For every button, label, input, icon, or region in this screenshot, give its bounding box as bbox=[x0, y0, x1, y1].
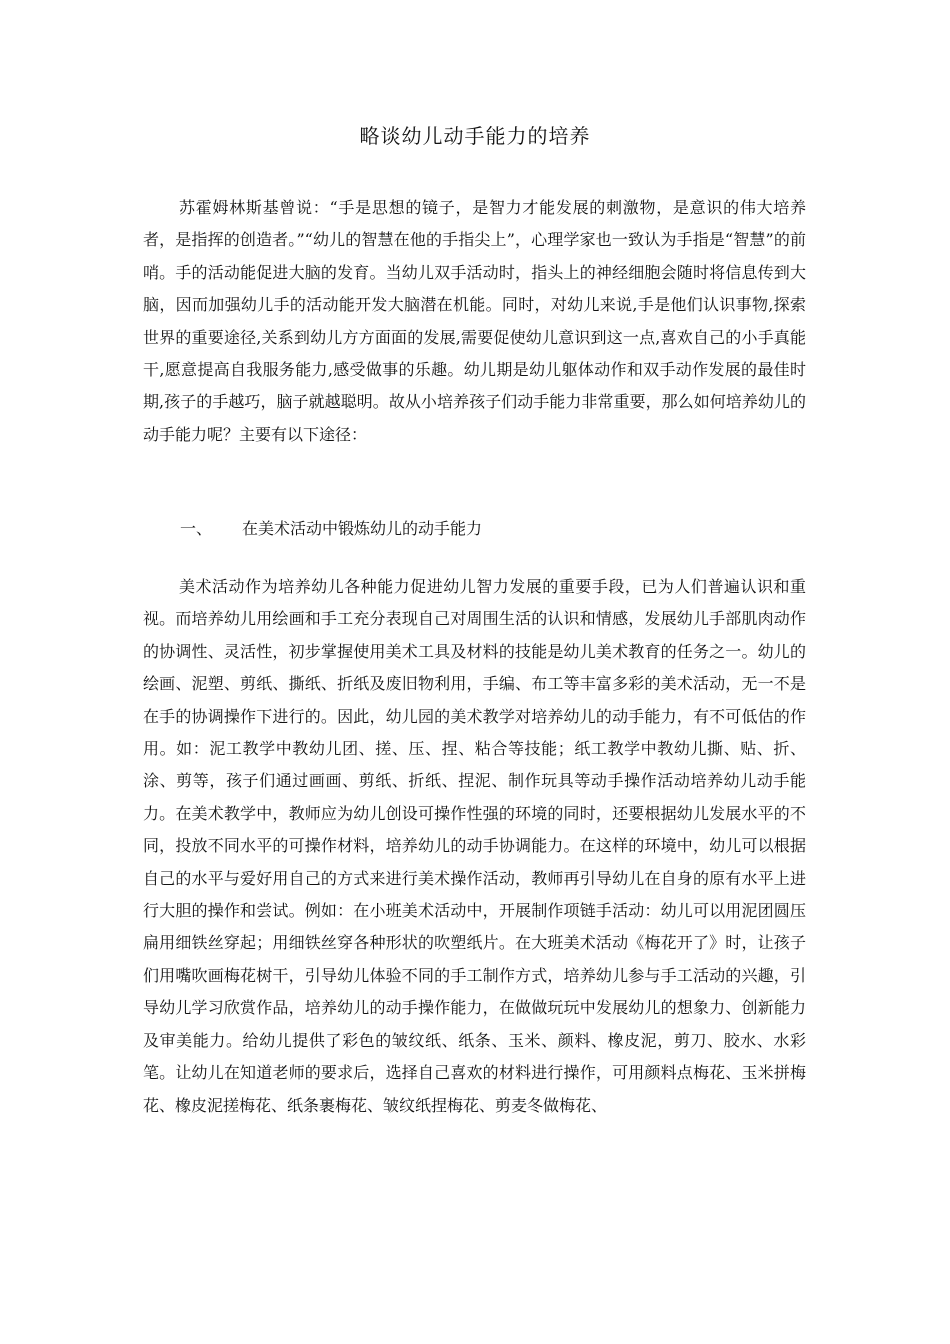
document-title: 略谈幼儿动手能力的培养 bbox=[359, 124, 591, 148]
intro-paragraph: 苏霍姆林斯基曾说：“手是思想的镜子，是智力才能发展的刺激物，是意识的伟大培养者，是指挥的创造者。”“幼儿的智慧在他的手指尖上”，心理学家也一致认为手指是“智慧”的前哨。手的活动能促进大脑的发育。当幼儿双手活动时，指头上的神经细胞会随时将信息传到大脑，因而加强幼儿手的活动能开发大脑潜在机能。同时，对幼儿来说,手是他们认识事物,探索世界的重要途径,关系到幼儿方方面面的发展,需要促使幼儿意识到这一点,喜欢自己的小手真能干,愿意提高自我服务能力,感受做事的乐趣。幼儿期是幼儿躯体动作和双手动作发展的最佳时期,孩子的手越巧，脑子就越聪明。故从小培养孩子们动手能力非常重要，那么如何培养幼儿的动手能力呢？主要有以下途径： bbox=[143, 198, 806, 444]
section-heading bbox=[180, 517, 482, 541]
art-activity-paragraph: 美术活动作为培养幼儿各种能力促进幼儿智力发展的重要手段，已为人们普遍认识和重视。而培养幼儿用绘画和手工充分表现自己对周围生活的认识和情感，发展幼儿手部肌肉动作的协调性、灵活性，初步掌握使用美术工具及材料的技能是幼儿美术教育的任务之一。幼儿的绘画、泥塑、剪纸、撕纸、折纸及废旧物利用，手编、布工等丰富多彩的美术活动，无一不是在手的协调操作下进行的。因此，幼儿园的美术教学对培养幼儿的动手能力，有不可低估的作用。如：泥工教学中教幼儿团、搓、压、捏、粘合等技能；纸工教学中教幼儿撕、贴、折、涂、剪等，孩子们通过画画、剪纸、折纸、捏泥、制作玩具等动手操作活动培养幼儿动手能力。在美术教学中，教师应为幼儿创设可操作性强的环境的同时，还要根据幼儿发展水平的不同，投放不同水平的可操作材料，培养幼儿的动手协调能力。在这样的环境中，幼儿可以根据自己的水平与爱好用自己的方式来进行美术操作活动，教师再引导幼儿在自身的原有水平上进行大胆的操作和尝试。例如：在小班美术活动中，开展制作项链手活动：幼儿可以用泥团圆压扁用细铁丝穿起；用细铁丝穿各种形状的吹塑纸片。在大班美术活动《梅花开了》时，让孩子们用嘴吹画梅花树干，引导幼儿体验不同的手工制作方式，培养幼儿参与手工活动的兴趣，引导幼儿学习欣赏作品，培养幼儿的动手操作能力，在做做玩玩中发展幼儿的想象力、创新能力及审美能力。给幼儿提供了彩色的皱纹纸、纸条、玉米、颜料、橡皮泥，剪刀、胶水、水彩笔。让幼儿在知道老师的要求后，选择自己喜欢的材料进行操作，可用颜料点梅花、玉米拼梅花、橡皮泥搓梅花、纸条裹梅花、皱纹纸捏梅花、剪麦冬做梅花、 bbox=[143, 577, 806, 1115]
section-number: 一、 bbox=[180, 519, 213, 538]
section-heading-text: 在美术活动中锻炼幼儿的动手能力 bbox=[242, 519, 483, 538]
